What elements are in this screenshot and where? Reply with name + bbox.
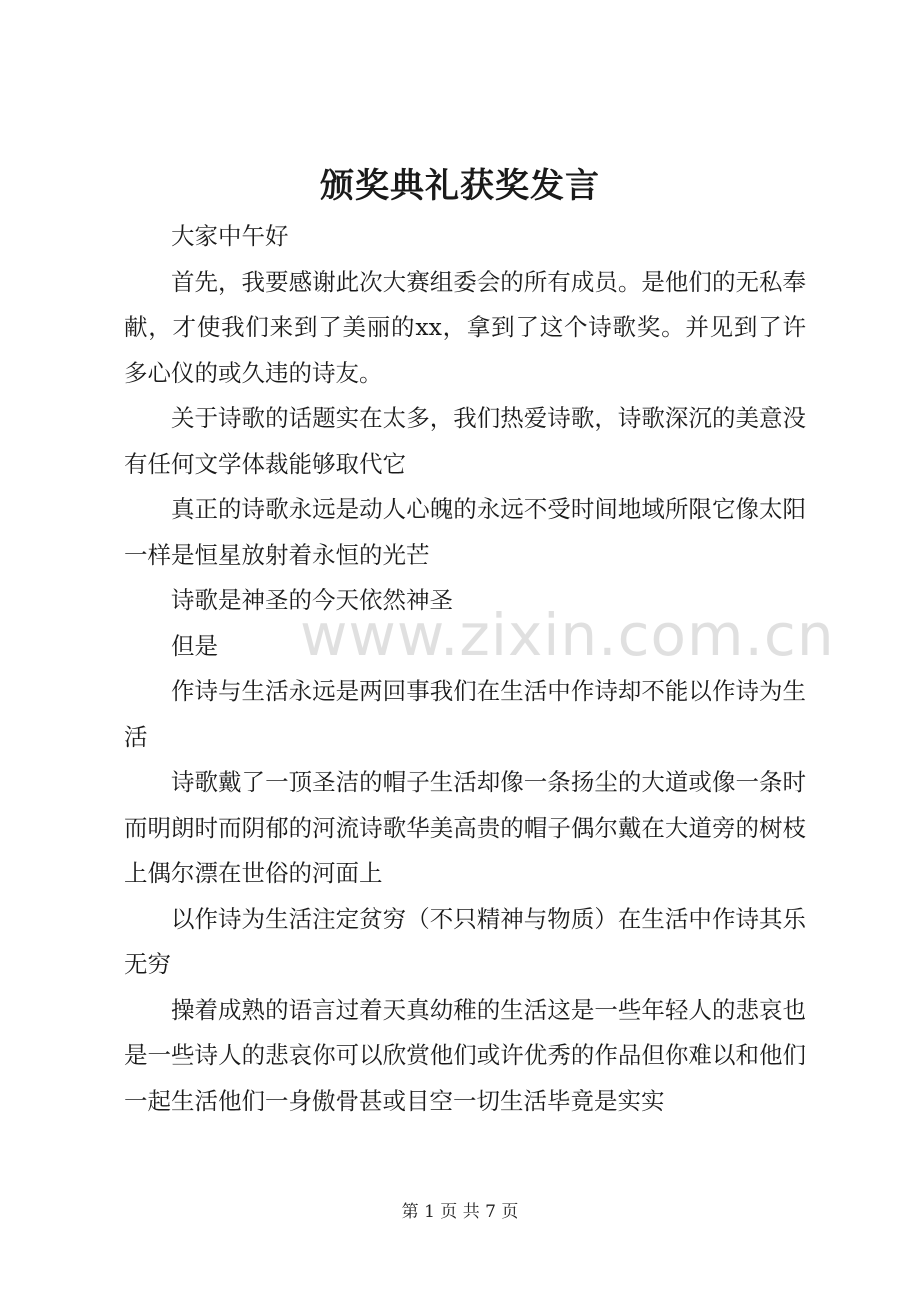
document-title: 颁奖典礼获奖发言 xyxy=(320,166,600,206)
paragraph-poetry-topic: 关于诗歌的话题实在太多，我们热爱诗歌，诗歌深沉的美意没有任何文学体裁能够取代它 xyxy=(124,404,806,478)
paragraph-but: 但是 xyxy=(171,631,218,660)
watermark: www.zixin.com.cn xyxy=(300,601,835,669)
paragraph-hat-metaphor: 诗歌戴了一顶圣洁的帽子生活却像一条扬尘的大道或像一条时而明朗时而阴郁的河流诗歌华美高贵的帽子偶尔戴在大道旁的树枝上偶尔漂在世俗的河面上 xyxy=(124,768,806,887)
paragraph-poetry-and-life: 作诗与生活永远是两回事我们在生活中作诗却不能以作诗为生活 xyxy=(124,677,806,751)
paragraph-greeting: 大家中午好 xyxy=(171,222,289,250)
document-body xyxy=(124,214,806,1124)
page-footer: 第 1 页 共 7 页 xyxy=(401,1202,519,1222)
paragraph-sorrow: 操着成熟的语言过着天真幼稚的生活这是一些年轻人的悲哀也是一些诗人的悲哀你可以欣赏他们或许优秀的作品但你难以和他们一起生活他们一身傲骨甚或目空一切生活毕竟是实实 xyxy=(124,995,806,1115)
paragraph-thanks: 首先，我要感谢此次大赛组委会的所有成员。是他们的无私奉献，才使我们来到了美丽的xx，拿到了这个诗歌奖。并见到了许多心仪的或久违的诗友。 xyxy=(124,267,806,387)
paragraph-true-poetry: 真正的诗歌永远是动人心魄的永远不受时间地域所限它像太阳一样是恒星放射着永恒的光芒 xyxy=(124,495,806,569)
paragraph-poverty: 以作诗为生活注定贫穷（不只精神与物质）在生活中作诗其乐无穷 xyxy=(124,904,806,978)
paragraph-sacred: 诗歌是神圣的今天依然神圣 xyxy=(171,586,453,614)
